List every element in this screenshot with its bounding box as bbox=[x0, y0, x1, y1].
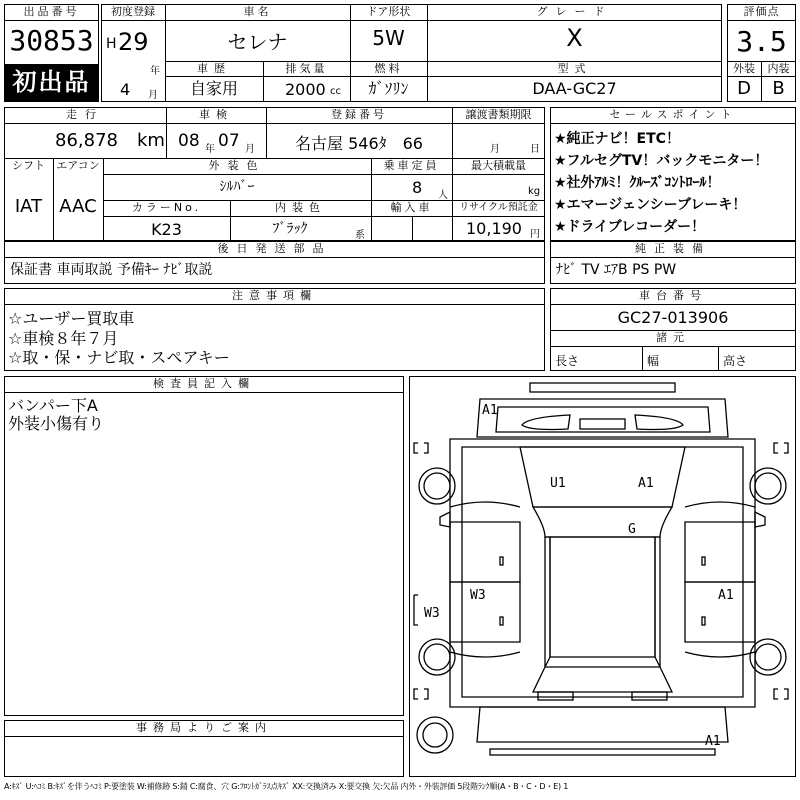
dims-label: 諸元 bbox=[656, 331, 690, 344]
damage-mark: W3 bbox=[470, 588, 486, 603]
interior-score-label: 内装 bbox=[767, 62, 790, 75]
sales-points-label: セールスポイント bbox=[609, 108, 737, 121]
score-label: 評価点 bbox=[743, 5, 780, 18]
int-color-value: ﾌﾞﾗｯｸ bbox=[272, 221, 308, 237]
ext-color-value: ｼﾙﾊﾞｰ bbox=[219, 179, 255, 195]
capacity-value: 8 bbox=[412, 178, 423, 197]
car-diagram bbox=[409, 376, 796, 777]
capacity-label: 乗車定員 bbox=[383, 159, 440, 172]
recycle-label: リサイクル預託金 bbox=[459, 202, 538, 213]
aircon-label: エアコン bbox=[56, 159, 100, 172]
transfer-day-unit: 日 bbox=[530, 144, 540, 155]
chassis-value: GC27-013906 bbox=[617, 308, 729, 327]
first-reg-year: 29 bbox=[118, 28, 149, 56]
recycle-value: 10,190 bbox=[466, 219, 522, 238]
first-reg-label: 初度登録 bbox=[111, 5, 155, 18]
inspection-month-unit: 月 bbox=[245, 144, 255, 155]
displacement-label: 排気量 bbox=[285, 62, 328, 75]
sales-point-item: ★社外ｱﾙﾐ！ｸﾙｰｽﾞｺﾝﾄﾛｰﾙ！ bbox=[554, 175, 721, 191]
interior-score: B bbox=[772, 78, 785, 99]
first-reg-year-unit: 年 bbox=[150, 66, 160, 77]
shift-value: IAT bbox=[14, 196, 43, 217]
note-item: ☆車検８年７月 bbox=[8, 329, 119, 348]
lot-label: 出品番号 bbox=[23, 5, 80, 18]
history-label: 車歴 bbox=[197, 62, 231, 75]
note-item: ☆ユーザー買取車 bbox=[8, 309, 135, 328]
model-value: DAA-GC27 bbox=[532, 79, 617, 98]
door-label: ドア形状 bbox=[366, 5, 411, 18]
later-parts-value: 保証書 車両取説 予備ｷｰ ﾅﾋﾞ取説 bbox=[10, 262, 213, 278]
equipment-value: ﾅﾋﾞ TV ｴｱB PS PW bbox=[556, 262, 677, 278]
car-diagram-drawing bbox=[410, 377, 795, 776]
color-no-value: K23 bbox=[151, 220, 182, 239]
max-load-label: 最大積載量 bbox=[471, 159, 526, 172]
inspection-month: 07 bbox=[218, 131, 240, 151]
plate-value: 名古屋 546ﾀ 66 bbox=[295, 134, 423, 153]
notes-label: 注意事項欄 bbox=[232, 289, 317, 302]
capacity-unit: 人 bbox=[438, 190, 448, 201]
inspector-label: 検査員記入欄 bbox=[153, 377, 255, 390]
lot-number: 30853 bbox=[9, 24, 94, 57]
note-item: ☆取・保・ナビ取・スペアキー bbox=[8, 348, 230, 367]
exterior-score: D bbox=[737, 78, 751, 99]
damage-mark: G bbox=[628, 522, 636, 537]
inspector-item: 外装小傷有り bbox=[8, 414, 105, 433]
damage-mark: W3 bbox=[424, 606, 440, 621]
aircon-value: AAC bbox=[59, 196, 97, 217]
sales-point-item: ★ドライブレコーダー！ bbox=[554, 219, 706, 235]
color-no-label: カラーNo. bbox=[131, 201, 202, 214]
history-value: 自家用 bbox=[189, 79, 238, 98]
damage-mark: U1 bbox=[550, 476, 566, 491]
max-load-unit: kg bbox=[528, 186, 541, 197]
car-name-value: セレナ bbox=[227, 30, 288, 54]
dims-height-label: 高さ bbox=[723, 354, 748, 368]
ext-color-label: 外装色 bbox=[208, 159, 266, 172]
grade-label: グレード bbox=[536, 5, 613, 18]
chassis-label: 車台番号 bbox=[639, 289, 707, 302]
score-value: 3.5 bbox=[736, 25, 787, 58]
equipment-label: 純正装備 bbox=[635, 242, 711, 255]
model-label: 型式 bbox=[557, 62, 592, 75]
sales-point-item: ★フルセグTV！バックモニター！ bbox=[554, 153, 769, 169]
int-color-unit: 系 bbox=[355, 230, 365, 241]
first-reg-month-unit: 月 bbox=[148, 90, 158, 101]
damage-mark: A1 bbox=[705, 734, 721, 749]
mileage-label: 走行 bbox=[66, 108, 104, 121]
sales-point-item: ★エマージェンシーブレーキ！ bbox=[554, 197, 747, 213]
damage-mark: A1 bbox=[638, 476, 654, 491]
car-name-label: 車名 bbox=[243, 5, 272, 18]
recycle-unit: 円 bbox=[530, 229, 540, 240]
office-label: 事務局よりご案内 bbox=[136, 721, 272, 734]
dims-width-label: 幅 bbox=[647, 354, 660, 368]
inspection-year-unit: 年 bbox=[205, 144, 215, 155]
shift-label: シフト bbox=[12, 159, 45, 172]
dims-length-label: 長さ bbox=[555, 354, 580, 368]
transfer-label: 譲渡書類期限 bbox=[465, 108, 532, 121]
first-reg-month: 4 bbox=[120, 80, 131, 99]
damage-mark: A1 bbox=[482, 403, 498, 418]
fuel-value: ｶﾞｿﾘﾝ bbox=[368, 79, 409, 98]
later-parts-label: 後日発送部品 bbox=[217, 242, 332, 255]
plate-label: 登録番号 bbox=[331, 108, 387, 121]
transfer-month-unit: 月 bbox=[490, 144, 500, 155]
exterior-score-label: 外装 bbox=[733, 62, 755, 75]
inspector-item: バンパー下A bbox=[8, 396, 98, 415]
int-color-label: 内装色 bbox=[275, 201, 326, 214]
displacement-unit: cc bbox=[330, 86, 341, 97]
inspection-year: 08 bbox=[178, 131, 200, 151]
grade-value: X bbox=[566, 24, 583, 52]
inspection-label: 車検 bbox=[199, 108, 233, 121]
mileage-value: 86,878 bbox=[55, 130, 118, 151]
damage-legend: A:ｷｽﾞ U:ﾍｺﾐ B:ｷｽﾞを伴うﾍｺﾐ P:要塗装 W:補修跡 S:錆 C:腐食、穴 G:ﾌﾛﾝﾄｶﾞﾗｽ点ｷｽﾞ XX:交換済み X:要交換 欠:欠品 内外・外装評価 5段階ﾗﾝｸ順(A・B・C・D・E) 1 bbox=[4, 782, 569, 791]
mileage-unit: km bbox=[137, 130, 165, 151]
sales-point-item: ★純正ナビ！ETC！ bbox=[554, 131, 680, 147]
first-listing-badge: 初出品 bbox=[5, 64, 98, 101]
fuel-label: 燃料 bbox=[374, 62, 403, 75]
import-label: 輸入車 bbox=[390, 201, 433, 214]
first-reg-era: H bbox=[106, 36, 117, 52]
displacement-value: 2000 bbox=[285, 80, 326, 99]
damage-mark: A1 bbox=[718, 588, 734, 603]
door-value: 5W bbox=[372, 26, 405, 50]
